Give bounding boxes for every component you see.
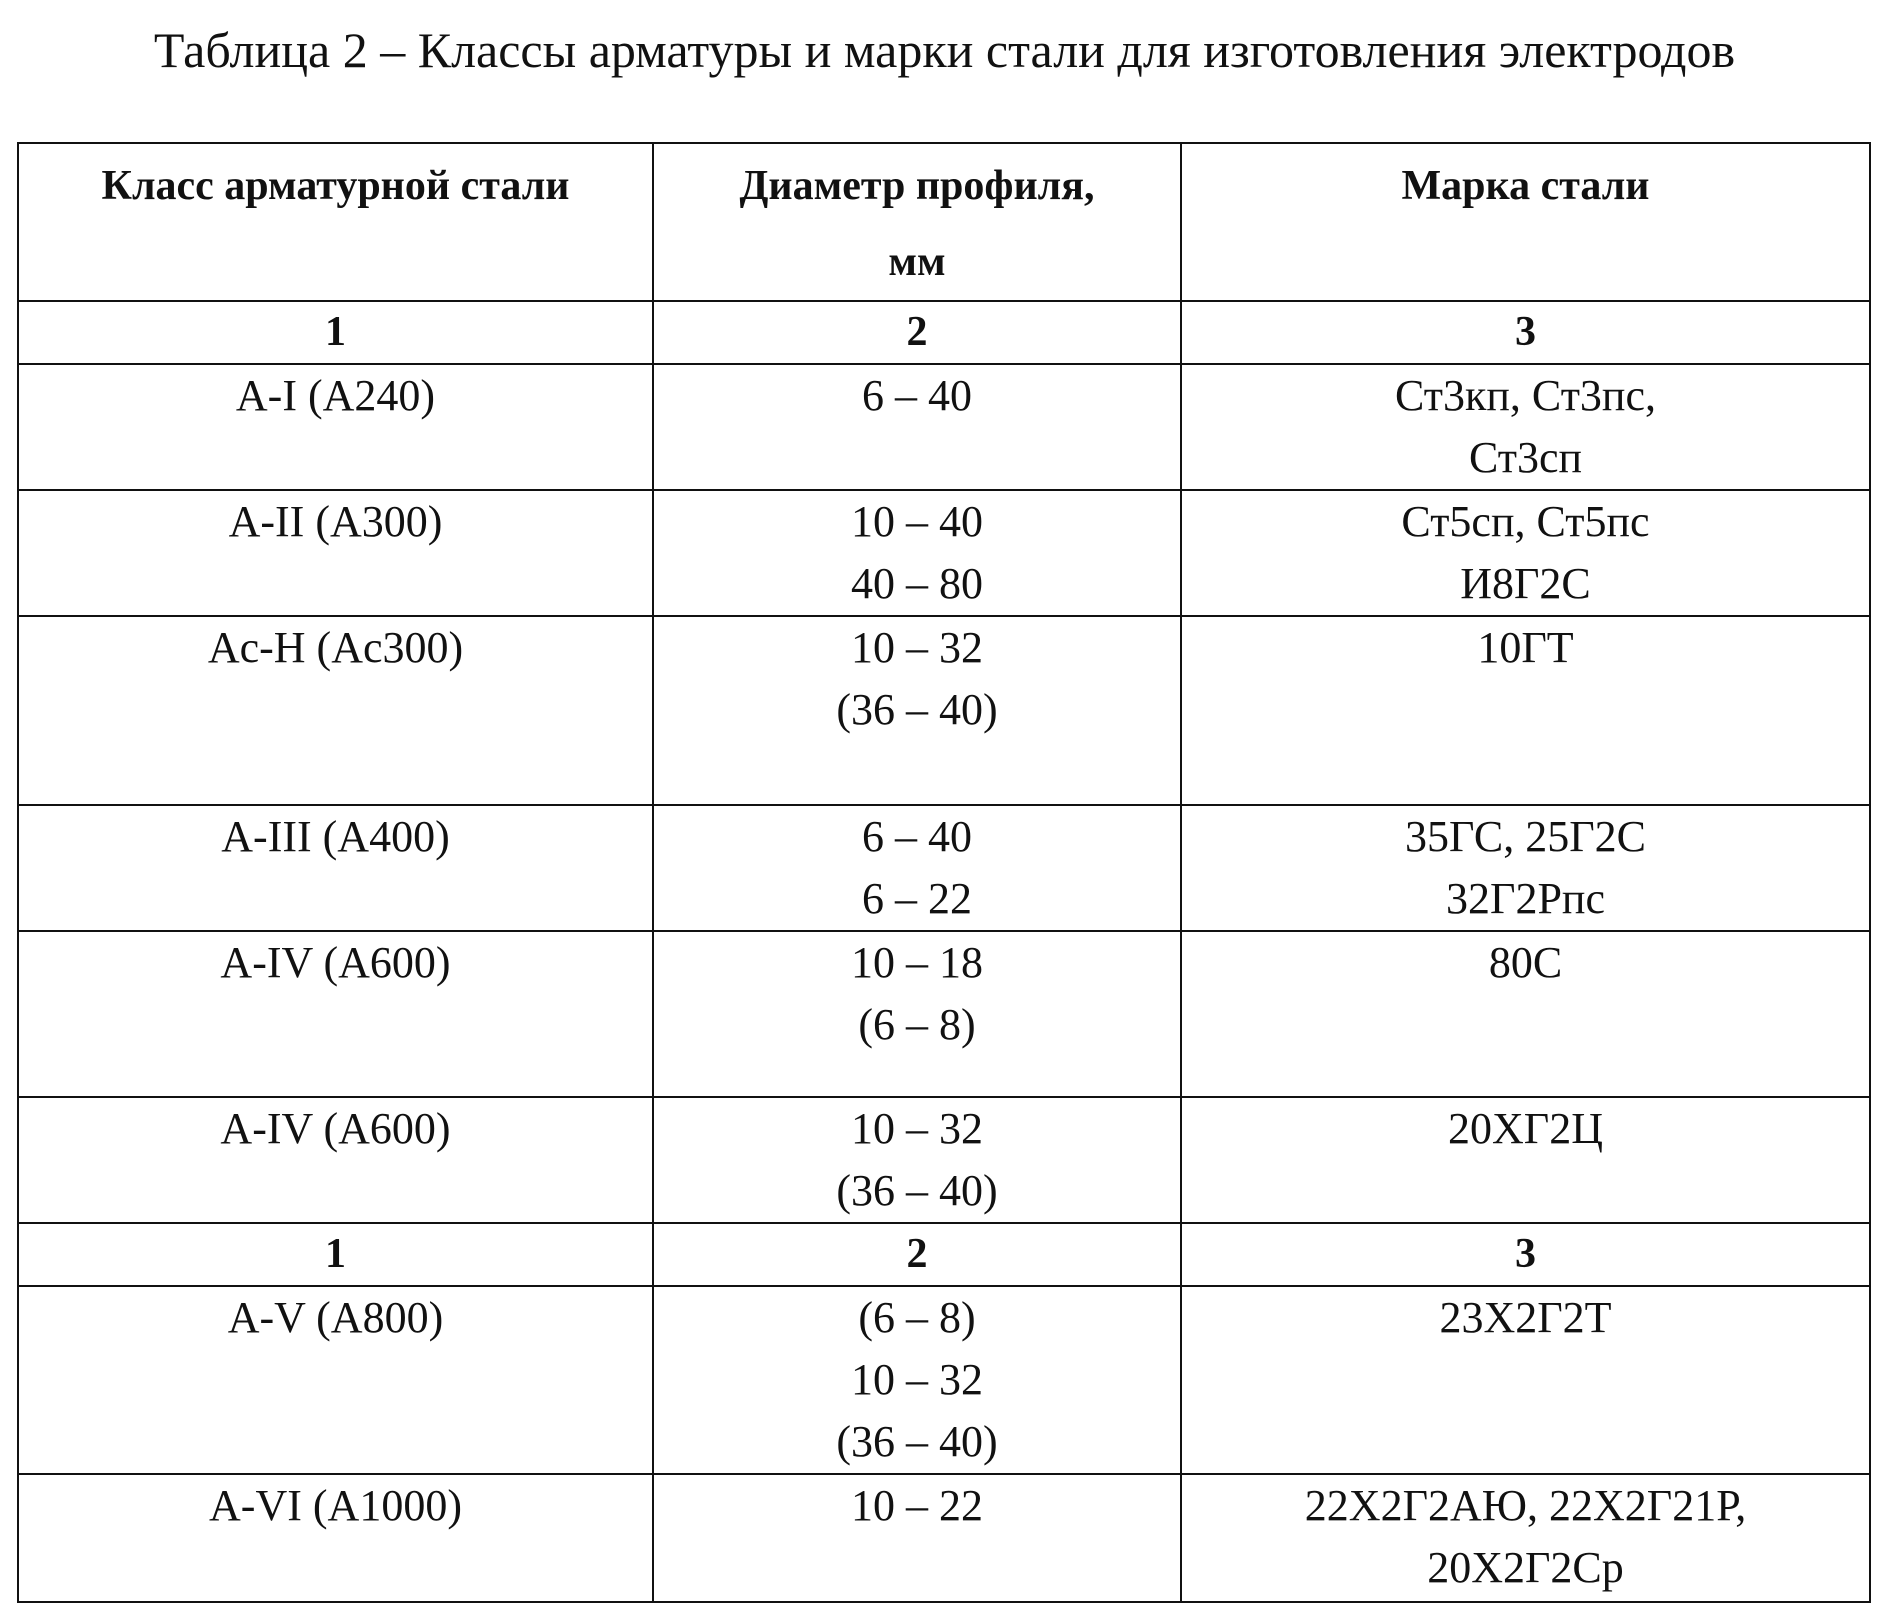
steel-grade-value: Ст3кп, Ст3пс, xyxy=(1395,371,1656,420)
table-caption: Таблица 2 – Классы арматуры и марки стали для изготовления электродов xyxy=(153,22,1736,78)
diameter-value: (6 – 8) xyxy=(858,1293,976,1342)
steel-class-cell xyxy=(18,1097,653,1223)
header-profile-diameter xyxy=(653,143,1181,301)
table-row xyxy=(18,805,1870,931)
diameter-value: (36 – 40) xyxy=(836,1166,998,1215)
steel-grade-cell xyxy=(1181,931,1870,1097)
steel-grade-cell xyxy=(1181,1286,1870,1474)
steel-grade-value: Ст3сп xyxy=(1468,433,1583,482)
diameter-cell xyxy=(653,490,1181,616)
table-row xyxy=(18,616,1870,805)
steel-grade-value: 10ГТ xyxy=(1477,623,1574,672)
steel-class: A-IV (A600) xyxy=(220,1104,451,1153)
steel-grade-value: 35ГС, 25Г2С xyxy=(1405,812,1646,861)
steel-class-cell xyxy=(18,490,653,616)
steel-class: A-III (A400) xyxy=(221,812,450,861)
steel-class: A-V (A800) xyxy=(227,1293,444,1342)
header-steel-grade-text: Марка стали xyxy=(1401,163,1650,209)
steel-grade-value: Ст5сп, Ст5пс xyxy=(1401,497,1650,546)
diameter-value: 10 – 18 xyxy=(851,938,983,987)
column-number: 2 xyxy=(653,301,1181,364)
table-row xyxy=(18,1097,1870,1223)
diameter-value: 6 – 40 xyxy=(862,812,972,861)
numbering-row xyxy=(18,301,1870,364)
header-steel-class xyxy=(18,143,653,301)
diameter-value: 10 – 32 xyxy=(851,1104,983,1153)
steel-grade-cell xyxy=(1181,616,1870,805)
steel-grade-cell xyxy=(1181,490,1870,616)
steel-class: Ac-H (Ac300) xyxy=(207,623,464,672)
column-number: 3 xyxy=(1181,301,1870,364)
steel-grade-value: 20Х2Г2Ср xyxy=(1427,1543,1624,1592)
steel-grade-cell xyxy=(1181,805,1870,931)
steel-grade-value: 23Х2Г2Т xyxy=(1439,1293,1612,1342)
table-row xyxy=(18,1474,1870,1602)
steel-class-cell xyxy=(18,931,653,1097)
steel-grade-value: 32Г2Рпс xyxy=(1446,874,1605,923)
column-number: 1 xyxy=(18,301,653,364)
table-row xyxy=(18,490,1870,616)
steel-class-cell xyxy=(18,1474,653,1602)
column-number: 1 xyxy=(18,1223,653,1286)
steel-class-cell xyxy=(18,1286,653,1474)
diameter-cell xyxy=(653,616,1181,805)
steel-grade-value: 22Х2Г2АЮ, 22Х2Г21Р, xyxy=(1304,1481,1747,1530)
steel-class-cell xyxy=(18,616,653,805)
diameter-value: 6 – 22 xyxy=(862,874,972,923)
header-steel-class-text: Класс арматурной стали xyxy=(101,163,570,209)
header-row xyxy=(18,143,1870,301)
steel-grade-cell xyxy=(1181,364,1870,490)
steel-class: A-VI (A1000) xyxy=(209,1481,462,1530)
diameter-value: 10 – 40 xyxy=(851,497,983,546)
steel-class: A-I (A240) xyxy=(235,371,436,420)
steel-grade-value: 80С xyxy=(1488,938,1563,987)
steel-grade-cell xyxy=(1181,1474,1870,1602)
diameter-value: 6 – 40 xyxy=(862,371,972,420)
diameter-cell xyxy=(653,805,1181,931)
steel-grade-value: 20ХГ2Ц xyxy=(1448,1104,1603,1153)
diameter-cell xyxy=(653,931,1181,1097)
header-steel-grade xyxy=(1181,143,1870,301)
steel-grade-value: И8Г2С xyxy=(1460,559,1591,608)
diameter-value: (36 – 40) xyxy=(836,1417,998,1466)
diameter-value: 10 – 22 xyxy=(851,1481,983,1530)
steel-grade-cell xyxy=(1181,1097,1870,1223)
table-row xyxy=(18,1286,1870,1474)
diameter-cell xyxy=(653,1286,1181,1474)
diameter-value: 40 – 80 xyxy=(851,559,983,608)
diameter-value: (6 – 8) xyxy=(858,1000,976,1049)
diameter-cell xyxy=(653,1097,1181,1223)
steel-class: A-II (A300) xyxy=(228,497,443,546)
column-number: 3 xyxy=(1181,1223,1870,1286)
numbering-row xyxy=(18,1223,1870,1286)
table-row xyxy=(18,364,1870,490)
diameter-cell xyxy=(653,364,1181,490)
table-row xyxy=(18,931,1870,1097)
diameter-value: 10 – 32 xyxy=(851,1355,983,1404)
steel-grades-table xyxy=(17,142,1871,1603)
column-number: 2 xyxy=(653,1223,1181,1286)
diameter-cell xyxy=(653,1474,1181,1602)
diameter-value: 10 – 32 xyxy=(851,623,983,672)
steel-class-cell xyxy=(18,364,653,490)
header-profile-diameter-unit: мм xyxy=(888,239,946,285)
steel-class: A-IV (A600) xyxy=(220,938,451,987)
header-profile-diameter-text: Диаметр профиля, xyxy=(739,163,1095,209)
steel-class-cell xyxy=(18,805,653,931)
diameter-value: (36 – 40) xyxy=(836,685,998,734)
